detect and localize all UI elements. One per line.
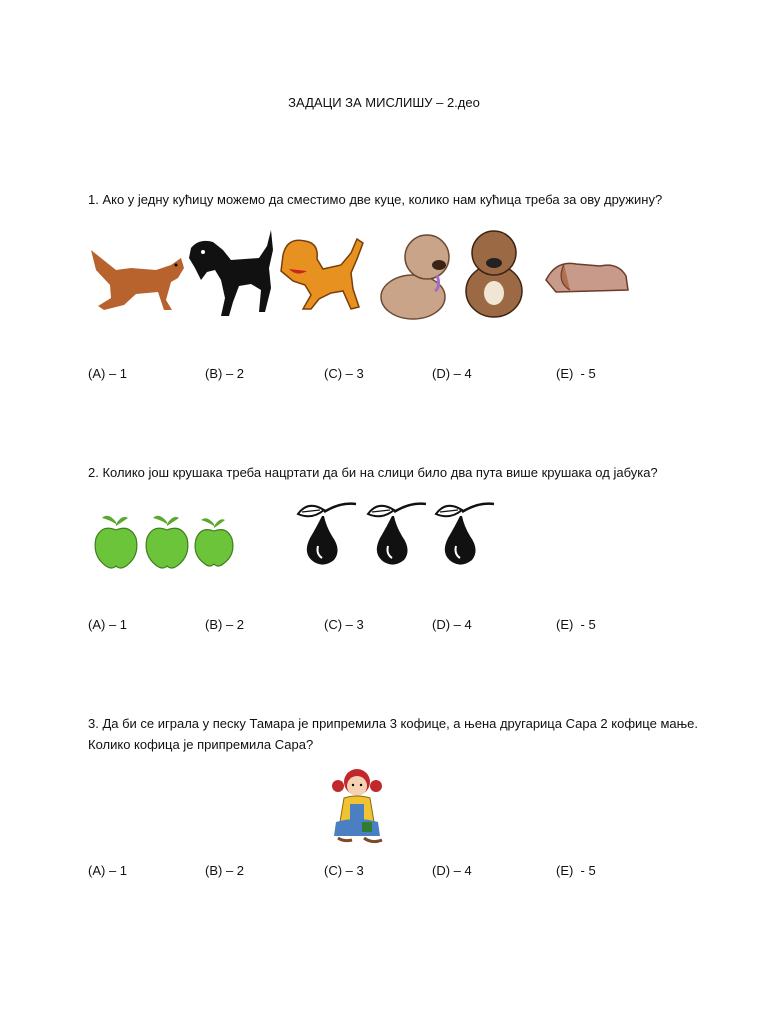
girl-illustration [328, 766, 386, 848]
dog-illustration [381, 235, 449, 319]
question-2-answers [88, 617, 688, 635]
question-3-answers [88, 863, 688, 881]
apple-icon [146, 516, 188, 568]
answer-e[interactable]: (E) - 5 [556, 863, 596, 878]
question-3-line-2: Колико кофица је припремила Сара? [88, 737, 314, 752]
question-3-line-1: 3. Да би се играла у песку Тамара је припремила 3 кофице, а њена другарица Сара 2 кофице мање. [88, 716, 699, 731]
dog-illustration [281, 239, 363, 309]
dogs-illustration [86, 220, 646, 325]
answer-d[interactable]: (D) – 4 [432, 366, 472, 381]
answer-a[interactable]: (A) – 1 [88, 366, 128, 381]
answer-d[interactable]: (D) – 4 [432, 617, 472, 632]
apple-icon [95, 516, 137, 568]
pears-illustration [292, 498, 502, 570]
answer-e[interactable]: (E) - 5 [556, 617, 596, 632]
answer-c[interactable]: (C) – 3 [324, 366, 364, 381]
answer-d[interactable]: (D) – 4 [432, 863, 472, 878]
pear-icon [298, 504, 356, 565]
page-title: ЗАДАЦИ ЗА МИСЛИШУ – 2.део [288, 95, 480, 110]
answer-a[interactable]: (A) – 1 [88, 863, 128, 878]
answer-b[interactable]: (B) – 2 [205, 863, 245, 878]
answer-b[interactable]: (B) – 2 [205, 617, 245, 632]
answer-b[interactable]: (B) – 2 [205, 366, 245, 381]
dog-illustration [546, 263, 628, 292]
question-1-text: 1. Ако у једну кућицу можемо да сместимо две куце, колико нам кућица треба за ову дружину? [88, 192, 663, 207]
question-1-answers [88, 366, 688, 384]
question-2-text: 2. Колико још крушака треба нацртати да би на слици било два пута више крушака од јабука? [88, 465, 658, 480]
dog-illustration [91, 250, 184, 310]
answer-e[interactable]: (E) - 5 [556, 366, 596, 381]
pear-icon [368, 504, 426, 565]
dog-illustration [466, 231, 522, 317]
dog-illustration [189, 230, 273, 316]
answer-c[interactable]: (C) – 3 [324, 617, 364, 632]
apples-illustration [90, 512, 240, 574]
answer-a[interactable]: (A) – 1 [88, 617, 128, 632]
apple-icon [195, 518, 233, 566]
pear-icon [436, 504, 494, 565]
answer-c[interactable]: (C) – 3 [324, 863, 364, 878]
